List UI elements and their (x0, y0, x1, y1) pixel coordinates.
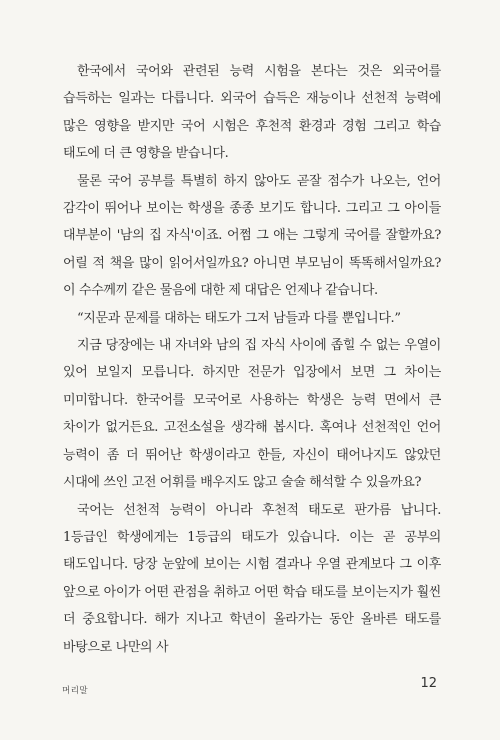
paragraph-4: 지금 당장에는 내 자녀와 남의 집 자식 사이에 좁힐 수 없는 우열이 있어 보일지 모릅니다. 하지만 전문가 입장에서 보면 그 차이는 미미합니다. 한국어를 모국어로 사용하는 학생은 능력 면에서 큰 차이가 없거든요. 고전소설을 생각해 봅시다. 혹여나 선천적인 언어 능력이 좀 더 뛰어난 학생이라고 한들, 자신이 태어나지도 않았던 시대에 쓰인 고전 어휘를 배우지도 않고 술술 해석할 수 있을까요? (63, 338, 441, 491)
paragraph-quote: “지문과 문제를 대하는 태도가 그저 남들과 다를 뿐입니다.” (77, 310, 401, 326)
footer-section-label: 머리말 (62, 686, 89, 696)
paragraph-1: 한국에서 국어와 관련된 능력 시험을 본다는 것은 외국어를 습득하는 일과는 다릅니다. 외국어 습득은 재능이나 선천적 능력에 많은 영향을 받지만 국어 시험은 후천적 환경과 경험 그리고 학습 태도에 더 큰 영향을 받습니다. (63, 64, 441, 162)
body-text (63, 58, 441, 661)
paragraph-2: 물론 국어 공부를 특별히 하지 않아도 곧잘 점수가 나오는, 언어 감각이 뛰어나 보이는 학생을 종종 보기도 합니다. 그리고 그 아이들 대부분이 '남의 집 자식'이죠. 어쩜 그 애는 그렇게 국어를 잘할까요? 어릴 적 책을 많이 읽어서일까요? 아니면 부모님이 똑똑해서일까요? 이 수수께끼 같은 물음에 대한 제 대답은 언제나 같습니다. (63, 173, 441, 299)
paragraph-5: 국어는 선천적 능력이 아니라 후천적 태도로 판가름 납니다. 1등급인 학생에게는 1등급의 태도가 있습니다. 이는 곧 공부의 태도입니다. 당장 눈앞에 보이는 시험 결과나 우열 관계보다 그 이후 앞으로 아이가 어떤 관점을 취하고 어떤 학습 태도를 보이는지가 훨씬 더 중요합니다. 해가 지나고 학년이 올라가는 동안 올바른 태도를 바탕으로 나만의 사 (63, 502, 441, 655)
page-number: 12 (420, 676, 437, 691)
